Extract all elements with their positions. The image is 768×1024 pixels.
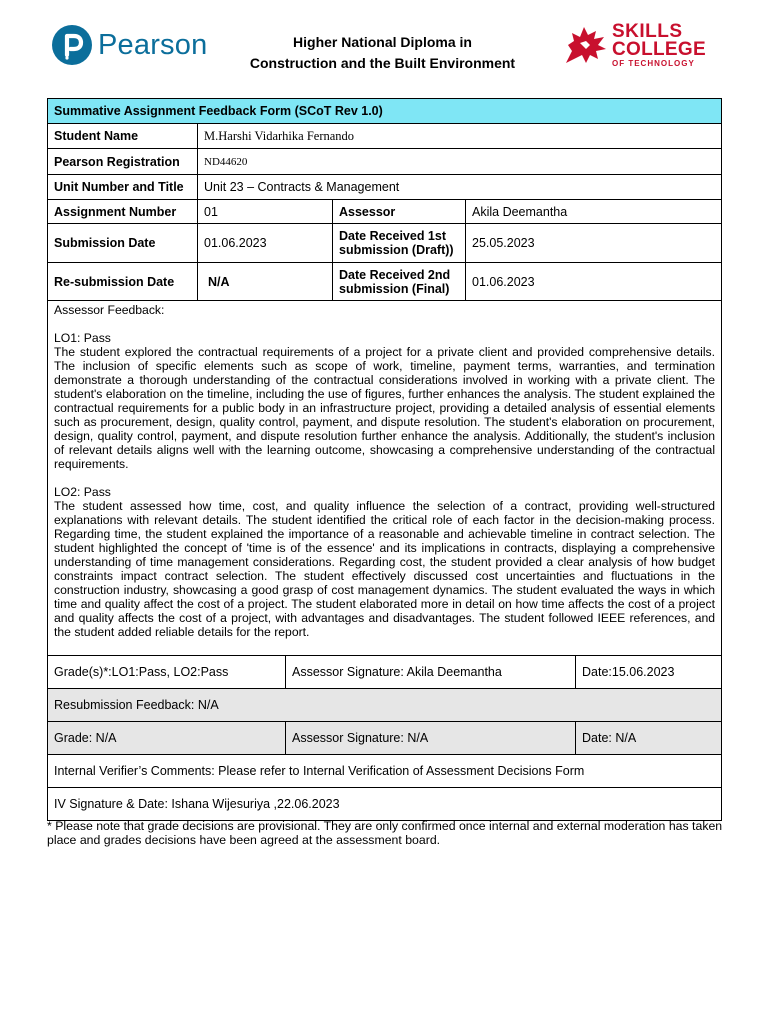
internal-verifier-comments: Internal Verifier’s Comments: Please refer to Internal Verification of Assessment Decisions Form xyxy=(48,755,722,788)
pearson-wordmark: Pearson xyxy=(98,28,208,61)
date-received-1st-label: Date Received 1st submission (Draft)) xyxy=(333,224,466,263)
title-line-2: Construction and the Built Environment xyxy=(249,55,516,71)
date-received-2nd-value: 01.06.2023 xyxy=(466,263,722,301)
unit-label: Unit Number and Title xyxy=(48,175,198,200)
student-name-label: Student Name xyxy=(48,124,198,149)
footnote: * Please note that grade decisions are provisional. They are only confirmed once internal and external moderation has taken place and grades decisions have been agreed at the assessment board. xyxy=(47,819,723,847)
pearson-registration-label: Pearson Registration xyxy=(48,149,198,175)
form-title-row xyxy=(48,99,722,124)
title-line-1: Higher National Diploma in xyxy=(293,34,472,50)
student-name-row xyxy=(48,124,722,149)
assessor-signature: Assessor Signature: Akila Deemantha xyxy=(286,656,576,689)
lo2-heading: LO2: Pass xyxy=(54,485,111,499)
assignment-number-value: 01 xyxy=(198,200,333,224)
resubmission-date-label: Re-submission Date xyxy=(48,263,198,301)
assessor-label: Assessor xyxy=(333,200,466,224)
resubmission-grade-row xyxy=(48,722,722,755)
iv-signature: IV Signature & Date: Ishana Wijesuriya ,22.06.2023 xyxy=(48,788,722,821)
resubmission-grade: Grade: N/A xyxy=(48,722,286,755)
unit-value: Unit 23 – Contracts & Management xyxy=(198,175,722,200)
feedback-heading: Assessor Feedback: xyxy=(54,303,165,317)
pearson-p-icon xyxy=(52,25,92,65)
assignment-row xyxy=(48,200,722,224)
assignment-number-label: Assignment Number xyxy=(48,200,198,224)
assessor-feedback-row xyxy=(48,301,722,656)
date-received-2nd-label: Date Received 2nd submission (Final) xyxy=(333,263,466,301)
document-title xyxy=(210,32,555,74)
resubmission-assessor-signature: Assessor Signature: N/A xyxy=(286,722,576,755)
lo1-heading: LO1: Pass xyxy=(54,331,111,345)
page-header xyxy=(0,0,768,95)
griffin-icon xyxy=(562,23,610,67)
submission-date-row xyxy=(48,224,722,263)
iv-signature-row xyxy=(48,788,722,821)
resubmission-date: Date: N/A xyxy=(576,722,722,755)
assessor-feedback-cell xyxy=(48,301,722,656)
grades-table xyxy=(47,655,722,821)
lo1-feedback-text: The student explored the contractual requirements of a project for a private client and provided comprehensive details. The inclusion of specific elements such as scope of work, timeline, payment terms, warranties, and termination demonstrate a thorough understanding of the contractual considerations involved in working with a private client. The student's elaboration on the timeline, including the use of figures, further enhances the analysis. The student explained the contractual requirements for a public body in an infrastructure project, providing a detailed analysis of essential elements such as procurement, design, quality control, payment, and dispute resolution. The student's elaboration on procurement, design, quality control, payment, and dispute resolution further enhance the analysis. Additionally, the student's inclusion of relevant details aligns well with the learning outcome, showcasing a comprehensive understanding of the contractual requirements. xyxy=(54,345,716,471)
skills-college-logo xyxy=(562,22,706,68)
date-received-1st-value: 25.05.2023 xyxy=(466,224,722,263)
resubmission-date-row xyxy=(48,263,722,301)
assessor-value: Akila Deemantha xyxy=(466,200,722,224)
pearson-logo xyxy=(52,25,207,65)
feedback-form-table xyxy=(47,98,722,656)
submission-date-label: Submission Date xyxy=(48,224,198,263)
resubmission-feedback-row xyxy=(48,689,722,722)
resubmission-feedback: Resubmission Feedback: N/A xyxy=(48,689,722,722)
lo2-feedback-text: The student assessed how time, cost, and quality influence the selection of a contract, providing well-structured explanations with relevant details. The student identified the critical role of each factor in the decision-making process. Regarding time, the student explained the importance of a reasonable and achievable timeline in contract selection. The student highlighted the concept of 'time is of the essence' and its implications in contracts, displaying a comprehensive understanding of time management considerations. Regarding cost, the student provided a clear analysis of how budget constraints impact contract selection. The student effectively discussed cost uncertainties and fluctuations in the construction industry, showcasing a good grasp of cost management dynamics. The student evaluated the ways in which time and quality affect the cost of a project. The student elaborated more in detail on how time affects the cost of a project and quality affects the cost of a project, with advantages and disadvantages. The student followed IEEE references, and the student added reliable details for the report. xyxy=(54,499,716,639)
pearson-registration-row xyxy=(48,149,722,175)
student-name-value: M.Harshi Vidarhika Fernando xyxy=(198,124,722,149)
submission-date-value: 01.06.2023 xyxy=(198,224,333,263)
grade-value: Grade(s)*:LO1:Pass, LO2:Pass xyxy=(48,656,286,689)
unit-row xyxy=(48,175,722,200)
grade-row xyxy=(48,656,722,689)
grade-date: Date:15.06.2023 xyxy=(576,656,722,689)
pearson-registration-value: ND44620 xyxy=(198,149,722,175)
resubmission-date-value: N/A xyxy=(198,263,333,301)
form-title: Summative Assignment Feedback Form (SCoT Rev 1.0) xyxy=(48,99,722,124)
college-logo-line3: OF TECHNOLOGY xyxy=(612,59,695,68)
college-logo-line2: COLLEGE xyxy=(612,39,706,60)
internal-verifier-comments-row xyxy=(48,755,722,788)
college-logo-line1: SKILLS xyxy=(612,21,683,42)
